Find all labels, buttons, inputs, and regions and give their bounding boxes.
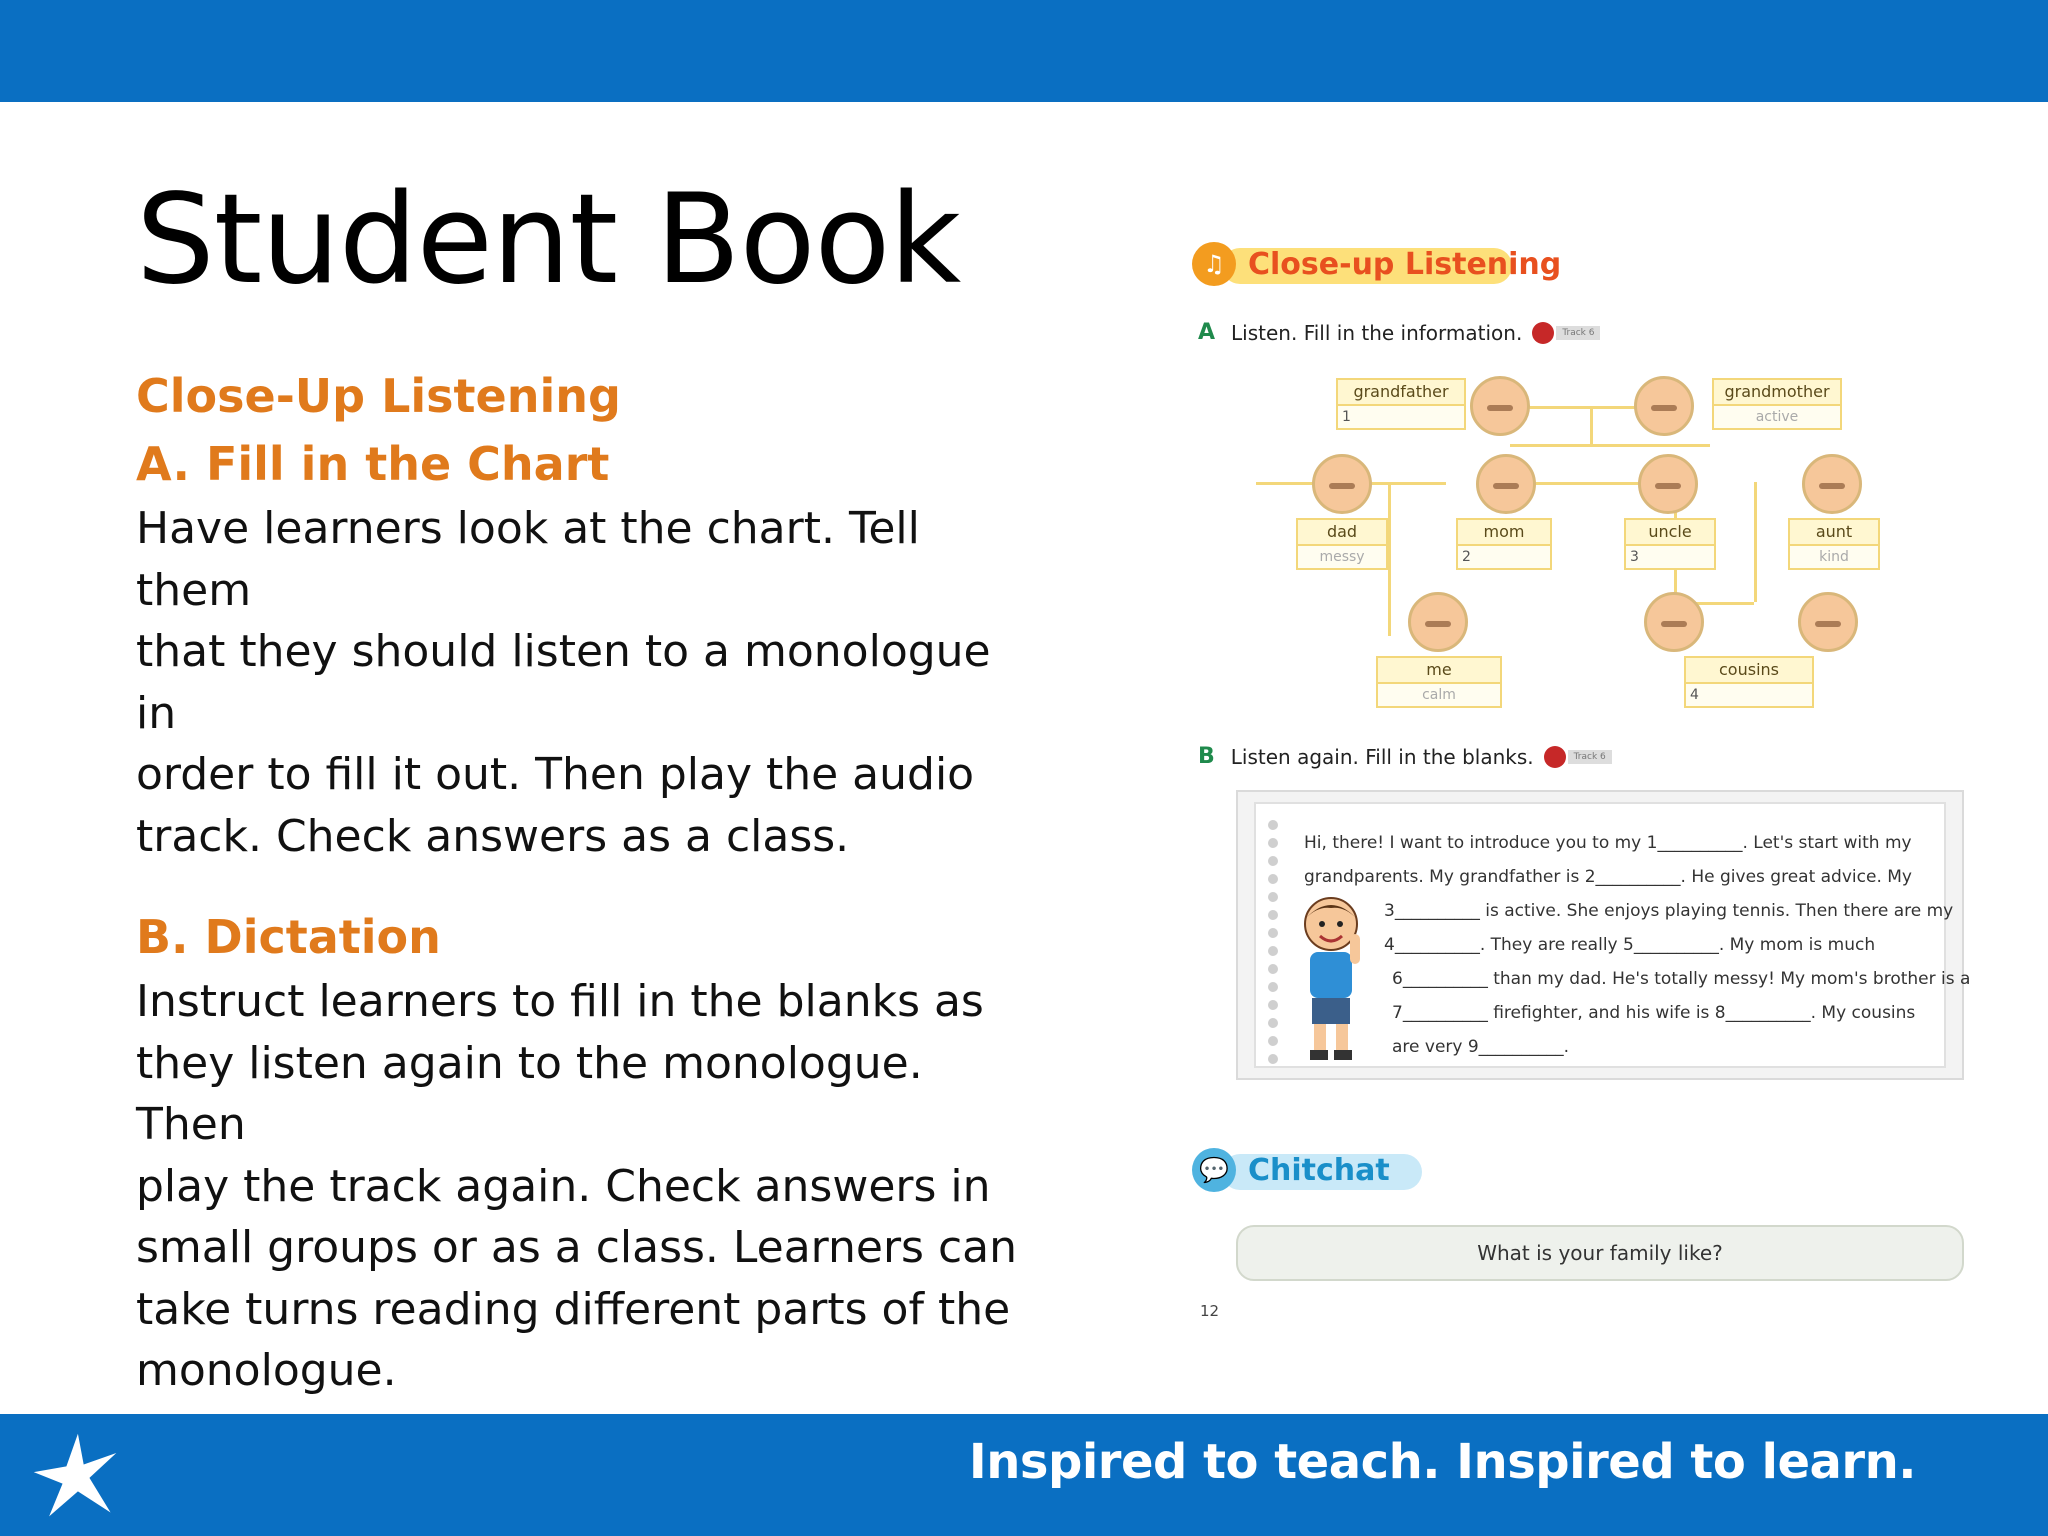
cousin-2-face-icon xyxy=(1798,592,1858,652)
mom-face-icon xyxy=(1476,454,1536,514)
chitchat-question: What is your family like? xyxy=(1236,1225,1964,1281)
dad-face-icon xyxy=(1312,454,1372,514)
para-dictation-line-3: play the track again. Check answers in xyxy=(136,1160,991,1212)
tagline: Inspired to teach. Inspired to learn. xyxy=(968,1434,1916,1490)
grandfather-box: grandfather 1 xyxy=(1336,378,1466,430)
exercise-b-text: Listen again. Fill in the blanks. xyxy=(1230,744,1534,769)
star-figure-logo-icon xyxy=(28,1428,124,1524)
dad-box: dad messy xyxy=(1296,518,1388,570)
me-box: me calm xyxy=(1376,656,1502,708)
dictation-line-1: Hi, there! I want to introduce you to my 1__________. Let's start with my xyxy=(1304,833,1912,853)
exercise-a-text: Listen. Fill in the information. xyxy=(1231,320,1523,345)
slide-title: Student Book xyxy=(136,168,961,312)
dictation-notebook xyxy=(1236,790,1971,1080)
close-up-listening-label: Close-up Listening xyxy=(1248,246,1562,282)
para-fill-in-chart-line-3: order to fill it out. Then play the audio xyxy=(136,749,975,800)
dictation-line-2: grandparents. My grandfather is 2__________. He gives great advice. My xyxy=(1304,867,1912,887)
cousins-box: cousins 4 xyxy=(1684,656,1814,708)
aunt-box: aunt kind xyxy=(1788,518,1880,570)
dictation-line-7: are very 9__________. xyxy=(1392,1037,1570,1057)
para-dictation-line-5: take turns reading different parts of the xyxy=(136,1283,1011,1335)
student-book-page xyxy=(1188,230,1988,1350)
heading-close-up-listening: Close-Up Listening xyxy=(136,369,621,423)
grandfather-face-icon xyxy=(1470,376,1530,436)
page-number: 12 xyxy=(1200,1302,1220,1320)
exercise-b-instruction xyxy=(1198,744,1612,769)
me-face-icon xyxy=(1408,592,1468,652)
uncle-box: uncle 3 xyxy=(1624,518,1716,570)
aunt-face-icon xyxy=(1802,454,1862,514)
para-dictation-line-6: monologue. xyxy=(136,1345,397,1396)
heading-fill-in-chart: A. Fill in the Chart xyxy=(136,437,610,491)
exercise-b-letter: B xyxy=(1198,744,1215,769)
para-dictation-line-1: Instruct learners to fill in the blanks as xyxy=(136,976,984,1027)
dictation-line-6: 7__________ firefighter, and his wife is 8__________. My cousins xyxy=(1392,1003,1916,1023)
top-bar xyxy=(0,0,2048,102)
exercise-a-instruction xyxy=(1198,320,1600,345)
dictation-text xyxy=(1304,826,1971,1064)
notebook-rings xyxy=(1268,820,1278,1080)
uncle-face-icon xyxy=(1638,454,1698,514)
audio-track-a[interactable] xyxy=(1532,322,1600,344)
para-fill-in-chart-line-1: Have learners look at the chart. Tell them xyxy=(136,503,920,616)
chat-bubble-icon: 💬 xyxy=(1192,1148,1236,1192)
chitchat-banner xyxy=(1192,1148,1390,1192)
close-up-listening-banner xyxy=(1192,242,1561,286)
chitchat-label: Chitchat xyxy=(1248,1152,1390,1188)
mom-box: mom 2 xyxy=(1456,518,1552,570)
cousin-1-face-icon xyxy=(1644,592,1704,652)
dictation-line-5: 6__________ than my dad. He's totally messy! My mom's brother is a xyxy=(1392,969,1971,989)
audio-track-b[interactable] xyxy=(1544,746,1612,768)
dictation-line-3: 3__________ is active. She enjoys playing tennis. Then there are my xyxy=(1384,901,1954,921)
track-label-a: Track 6 xyxy=(1556,326,1600,340)
para-fill-in-chart-line-4: track. Check answers as a class. xyxy=(136,810,850,862)
headphones-icon: ♫ xyxy=(1192,242,1236,286)
grandmother-box: grandmother active xyxy=(1712,378,1842,430)
audio-icon xyxy=(1532,322,1554,344)
exercise-a-letter: A xyxy=(1198,320,1216,345)
heading-dictation: B. Dictation xyxy=(136,910,441,964)
para-fill-in-chart-line-2: that they should listen to a monologue in xyxy=(136,626,991,739)
grandmother-face-icon xyxy=(1634,376,1694,436)
bottom-bar xyxy=(0,1414,2048,1536)
dictation-line-4: 4__________. They are really 5__________. My mom is much xyxy=(1384,935,1876,955)
audio-icon xyxy=(1544,746,1566,768)
para-dictation-line-4: small groups or as a class. Learners can xyxy=(136,1222,1017,1273)
track-label-b: Track 6 xyxy=(1568,750,1612,764)
para-dictation-line-2: they listen again to the monologue. Then xyxy=(136,1037,923,1150)
instructions-panel xyxy=(136,362,1036,1402)
